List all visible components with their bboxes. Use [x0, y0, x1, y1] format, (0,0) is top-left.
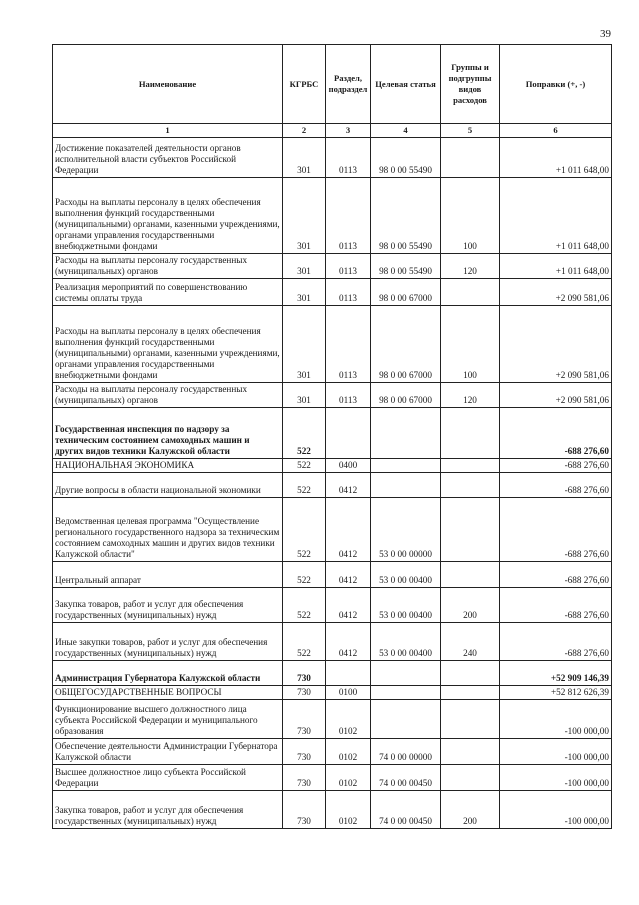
- row-target-article: [371, 408, 441, 459]
- row-kgrbs: 522: [283, 498, 326, 562]
- row-amount: -100 000,00: [500, 700, 612, 739]
- row-amount: +1 011 648,00: [500, 138, 612, 178]
- table-row: [53, 473, 612, 498]
- row-name: Государственная инспекция по надзору за техническим состоянием самоходных машин и других видов техники Калужской области: [53, 408, 283, 459]
- table-row: [53, 138, 612, 178]
- row-amount: -100 000,00: [500, 765, 612, 791]
- header-number: 1: [53, 124, 283, 138]
- row-amount: +2 090 581,06: [500, 279, 612, 306]
- row-section: 0113: [326, 178, 371, 254]
- row-name: Расходы на выплаты персоналу в целях обеспечения выполнения функций государственными (муниципальными) органами, казенными учреждениями, органами управления государственными внебюджетными фондами: [53, 178, 283, 254]
- row-target-article: 53 0 00 00400: [371, 562, 441, 588]
- header-expense-groups: Группы и подгруппы видов расходов: [441, 45, 500, 124]
- row-kgrbs: 522: [283, 473, 326, 498]
- table-row: [53, 791, 612, 829]
- row-amount: +52 909 146,39: [500, 661, 612, 686]
- row-expense-group: [441, 279, 500, 306]
- row-section: 0412: [326, 498, 371, 562]
- row-kgrbs: 730: [283, 686, 326, 700]
- row-target-article: 53 0 00 00400: [371, 623, 441, 661]
- row-target-article: [371, 700, 441, 739]
- table-row: [53, 739, 612, 765]
- row-expense-group: 240: [441, 623, 500, 661]
- header-target-article: Целевая статья: [371, 45, 441, 124]
- table-row: [53, 623, 612, 661]
- row-kgrbs: 301: [283, 138, 326, 178]
- row-name: Обеспечение деятельности Администрации Губернатора Калужской области: [53, 739, 283, 765]
- row-amount: +2 090 581,06: [500, 383, 612, 408]
- row-section: 0412: [326, 588, 371, 623]
- table-row: [53, 498, 612, 562]
- row-target-article: 74 0 00 00450: [371, 791, 441, 829]
- table-row: [53, 686, 612, 700]
- row-name: Ведомственная целевая программа "Осуществление регионального государственного надзора за техническим состоянием самоходных машин и других видов техники Калужской области": [53, 498, 283, 562]
- row-name: Реализация мероприятий по совершенствованию системы оплаты труда: [53, 279, 283, 306]
- row-amount: -100 000,00: [500, 739, 612, 765]
- row-expense-group: [441, 473, 500, 498]
- row-section: 0113: [326, 383, 371, 408]
- row-kgrbs: 730: [283, 661, 326, 686]
- row-kgrbs: 301: [283, 178, 326, 254]
- row-name: Администрация Губернатора Калужской области: [53, 661, 283, 686]
- row-kgrbs: 522: [283, 623, 326, 661]
- header-amendments: Поправки (+, -): [500, 45, 612, 124]
- table-row: [53, 408, 612, 459]
- row-name: ОБЩЕГОСУДАРСТВЕННЫЕ ВОПРОСЫ: [53, 686, 283, 700]
- row-target-article: 98 0 00 67000: [371, 279, 441, 306]
- table-row: [53, 279, 612, 306]
- row-kgrbs: 301: [283, 279, 326, 306]
- header-number: 6: [500, 124, 612, 138]
- page-number: 39: [600, 28, 611, 40]
- row-expense-group: [441, 408, 500, 459]
- row-expense-group: [441, 700, 500, 739]
- row-expense-group: [441, 562, 500, 588]
- row-name: Другие вопросы в области национальной экономики: [53, 473, 283, 498]
- header-number-row: [53, 124, 612, 138]
- row-kgrbs: 730: [283, 791, 326, 829]
- header-name: Наименование: [53, 45, 283, 124]
- row-section: 0400: [326, 459, 371, 473]
- header-section: Раздел, подраздел: [326, 45, 371, 124]
- row-section: [326, 408, 371, 459]
- header-number: 5: [441, 124, 500, 138]
- row-amount: -688 276,60: [500, 562, 612, 588]
- row-kgrbs: 730: [283, 700, 326, 739]
- table-row: [53, 254, 612, 279]
- table-row: [53, 661, 612, 686]
- table-row: [53, 459, 612, 473]
- row-expense-group: [441, 686, 500, 700]
- row-amount: -688 276,60: [500, 588, 612, 623]
- row-name: Иные закупки товаров, работ и услуг для обеспечения государственных (муниципальных) нужд: [53, 623, 283, 661]
- row-amount: +1 011 648,00: [500, 254, 612, 279]
- row-section: 0113: [326, 254, 371, 279]
- table-row: [53, 562, 612, 588]
- row-name: Расходы на выплаты персоналу государственных (муниципальных) органов: [53, 383, 283, 408]
- row-expense-group: [441, 739, 500, 765]
- row-section: 0113: [326, 279, 371, 306]
- row-expense-group: 100: [441, 306, 500, 383]
- row-kgrbs: 522: [283, 408, 326, 459]
- row-section: 0113: [326, 138, 371, 178]
- row-amount: +2 090 581,06: [500, 306, 612, 383]
- row-kgrbs: 522: [283, 459, 326, 473]
- row-name: Закупка товаров, работ и услуг для обеспечения государственных (муниципальных) нужд: [53, 791, 283, 829]
- row-section: 0113: [326, 306, 371, 383]
- row-target-article: 98 0 00 55490: [371, 138, 441, 178]
- row-expense-group: [441, 498, 500, 562]
- row-section: 0412: [326, 562, 371, 588]
- row-section: 0102: [326, 791, 371, 829]
- row-section: 0100: [326, 686, 371, 700]
- table-row: [53, 306, 612, 383]
- row-section: 0412: [326, 623, 371, 661]
- header-number: 2: [283, 124, 326, 138]
- row-amount: -688 276,60: [500, 473, 612, 498]
- header-number: 3: [326, 124, 371, 138]
- table-row: [53, 383, 612, 408]
- row-kgrbs: 301: [283, 306, 326, 383]
- row-expense-group: [441, 661, 500, 686]
- row-section: 0412: [326, 473, 371, 498]
- row-name: Расходы на выплаты персоналу государственных (муниципальных) органов: [53, 254, 283, 279]
- row-kgrbs: 730: [283, 765, 326, 791]
- row-target-article: 98 0 00 67000: [371, 383, 441, 408]
- row-name: Закупка товаров, работ и услуг для обеспечения государственных (муниципальных) нужд: [53, 588, 283, 623]
- row-kgrbs: 730: [283, 739, 326, 765]
- row-target-article: 53 0 00 00400: [371, 588, 441, 623]
- row-expense-group: 120: [441, 383, 500, 408]
- row-target-article: [371, 459, 441, 473]
- row-target-article: [371, 686, 441, 700]
- header-number: 4: [371, 124, 441, 138]
- row-target-article: 74 0 00 00450: [371, 765, 441, 791]
- row-name: НАЦИОНАЛЬНАЯ ЭКОНОМИКА: [53, 459, 283, 473]
- row-target-article: 74 0 00 00000: [371, 739, 441, 765]
- table-row: [53, 765, 612, 791]
- row-amount: -688 276,60: [500, 623, 612, 661]
- row-target-article: 53 0 00 00000: [371, 498, 441, 562]
- row-section: 0102: [326, 700, 371, 739]
- row-name: Достижение показателей деятельности органов исполнительной власти субъектов Российской Федерации: [53, 138, 283, 178]
- row-name: Центральный аппарат: [53, 562, 283, 588]
- table-row: [53, 178, 612, 254]
- row-target-article: [371, 473, 441, 498]
- row-section: 0102: [326, 765, 371, 791]
- budget-amendments-table: [52, 44, 612, 829]
- row-name: Функционирование высшего должностного лица субъекта Российской Федерации и муниципального образования: [53, 700, 283, 739]
- row-expense-group: 200: [441, 588, 500, 623]
- table-row: [53, 700, 612, 739]
- row-name: Расходы на выплаты персоналу в целях обеспечения выполнения функций государственными (муниципальными) органами, казенными учреждениями, органами управления государственными внебюджетными фондами: [53, 306, 283, 383]
- row-expense-group: 120: [441, 254, 500, 279]
- row-amount: -688 276,60: [500, 498, 612, 562]
- row-kgrbs: 301: [283, 383, 326, 408]
- row-target-article: 98 0 00 55490: [371, 178, 441, 254]
- row-kgrbs: 522: [283, 562, 326, 588]
- header-row: [53, 45, 612, 124]
- row-amount: +52 812 626,39: [500, 686, 612, 700]
- row-section: 0102: [326, 739, 371, 765]
- row-name: Высшее должностное лицо субъекта Российской Федерации: [53, 765, 283, 791]
- row-expense-group: [441, 138, 500, 178]
- row-amount: +1 011 648,00: [500, 178, 612, 254]
- row-target-article: 98 0 00 67000: [371, 306, 441, 383]
- row-kgrbs: 522: [283, 588, 326, 623]
- row-expense-group: [441, 765, 500, 791]
- row-target-article: [371, 661, 441, 686]
- row-expense-group: [441, 459, 500, 473]
- row-amount: -688 276,60: [500, 408, 612, 459]
- row-amount: -688 276,60: [500, 459, 612, 473]
- table-body: [53, 138, 612, 829]
- row-expense-group: 100: [441, 178, 500, 254]
- row-amount: -100 000,00: [500, 791, 612, 829]
- row-section: [326, 661, 371, 686]
- table-row: [53, 588, 612, 623]
- row-target-article: 98 0 00 55490: [371, 254, 441, 279]
- row-kgrbs: 301: [283, 254, 326, 279]
- header-kgrbs: КГРБС: [283, 45, 326, 124]
- row-expense-group: 200: [441, 791, 500, 829]
